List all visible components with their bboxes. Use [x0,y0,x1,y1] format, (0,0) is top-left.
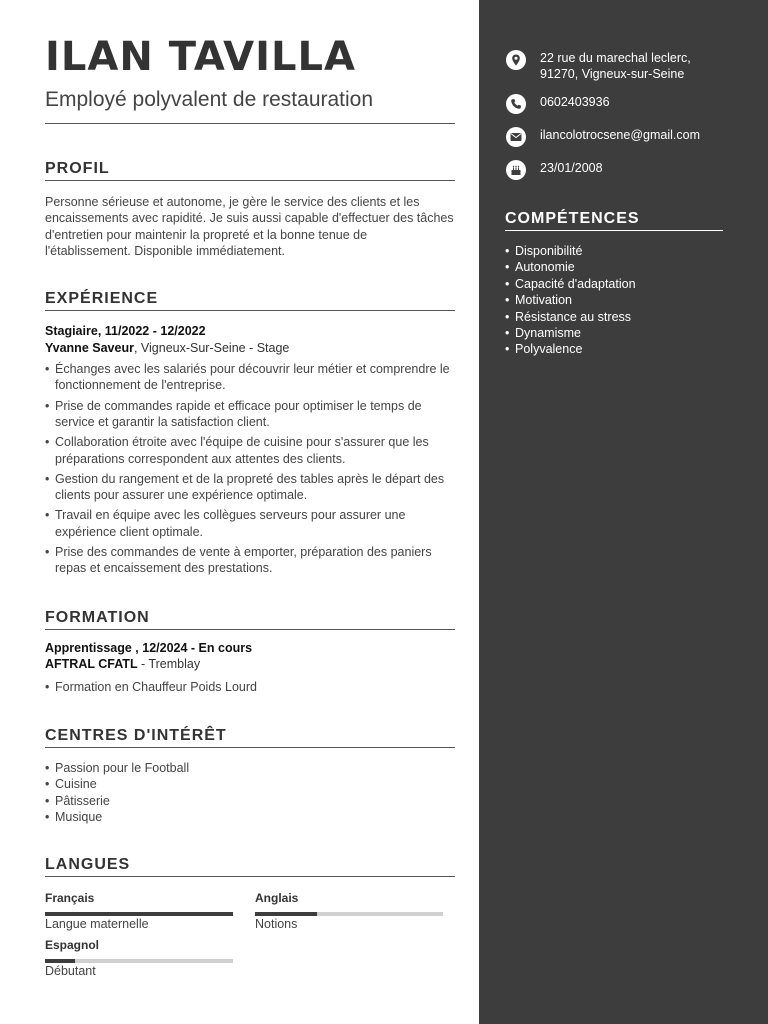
education-school: AFTRAL CFATL [45,657,138,671]
language-name: Anglais [255,891,299,905]
language-english [255,890,443,932]
list-item: • Autonomie [505,260,575,275]
job-title: Employé polyvalent de restauration [45,88,374,111]
sidebar [479,0,768,1024]
language-spanish [45,937,233,979]
contact-birthdate [506,160,746,180]
profile-heading: PROFIL [45,160,455,181]
education-degree-line [45,640,455,656]
list-item: • Pâtisserie [45,793,110,808]
phone-number: 0602403936 [540,95,610,109]
experience-heading: EXPÉRIENCE [45,290,455,311]
candidate-name: ILAN TAVILLA [45,34,356,80]
list-item: • Prise de commandes rapide et efficace pour optimiser le temps de service et garantir la satisfaction client. [45,398,422,430]
profile-text: Personne sérieuse et autonome, je gère le service des clients et les encaissements avec rapidité. Je suis aussi capable d'effectuer des tâches d'entretien pour maintenir la propreté et la bonne tenue de l'établissement. Disponible immédiatement. [45,195,454,259]
language-french [45,890,233,932]
list-item: • Prise des commandes de vente à emporter, préparation des paniers repas et encaissement des prestations. [45,545,432,576]
experience-role: Stagiaire [45,324,98,338]
list-item: • Résistance au stress [505,309,632,324]
email-icon [506,127,526,147]
email-address: ilancolotrocsene@gmail.com [540,128,700,142]
list-item: • Gestion du rangement et de la propreté des tables après le départ des clients pour assurer une expérience optimale. [45,471,445,503]
list-item: • Échanges avec les salariés pour découvrir leur métier et comprendre le fonctionnement de l'entreprise. [45,362,450,393]
experience-dates: , 11/2022 - 12/2022 [97,324,206,338]
list-item: • Cuisine [45,777,97,792]
birthday-cake-icon [506,160,526,180]
contact-phone [506,94,746,114]
list-item: • Motivation [505,293,572,308]
contact-email [506,127,746,147]
education-location: - Tremblay [137,657,201,671]
skills-list [505,243,636,358]
list-item: • Musique [45,810,103,825]
experience-location: , Vigneux-Sur-Seine - Stage [133,341,290,355]
phone-icon [506,94,526,114]
list-item: • Passion pour le Football [45,761,190,775]
skills-heading: COMPÉTENCES [505,210,723,231]
list-item: • Dynamisme [505,326,581,341]
list-item: • Collaboration étroite avec l'équipe de cuisine pour s'assurer que les préparations correspondent aux attentes des clients. [45,435,429,466]
experience-role-line [45,323,455,339]
language-level: Débutant [45,964,96,978]
education-degree: Apprentissage , 12/2024 - En cours [45,641,253,655]
language-level: Notions [255,917,298,931]
education-heading: FORMATION [45,609,455,630]
header-divider [45,123,455,124]
location-pin-icon [506,50,526,70]
address-line-2: 91270, Vigneux-sur-Seine [540,67,685,82]
education-school-line [45,656,455,672]
language-name: Espagnol [45,938,100,952]
interests-heading: CENTRES D'INTÉRÊT [45,727,455,748]
interests-list [45,760,455,826]
list-item: • Polyvalence [505,342,583,357]
birthdate: 23/01/2008 [540,161,603,175]
experience-bullets [45,361,455,581]
list-item: • Formation en Chauffeur Poids Lourd [45,680,257,694]
address-line-1: 22 rue du marechal leclerc, [540,51,691,65]
education-bullets [45,679,455,695]
list-item: • Disponibilité [505,244,583,258]
languages-heading: LANGUES [45,856,455,877]
experience-company: Yvanne Saveur [45,341,134,355]
language-level: Langue maternelle [45,917,149,931]
list-item: • Capacité d'adaptation [505,276,636,291]
experience-company-line [45,340,455,356]
language-name: Français [45,891,95,905]
contact-address [506,50,746,83]
list-item: • Travail en équipe avec les collègues serveurs pour assurer une expérience client optimale. [45,508,406,539]
